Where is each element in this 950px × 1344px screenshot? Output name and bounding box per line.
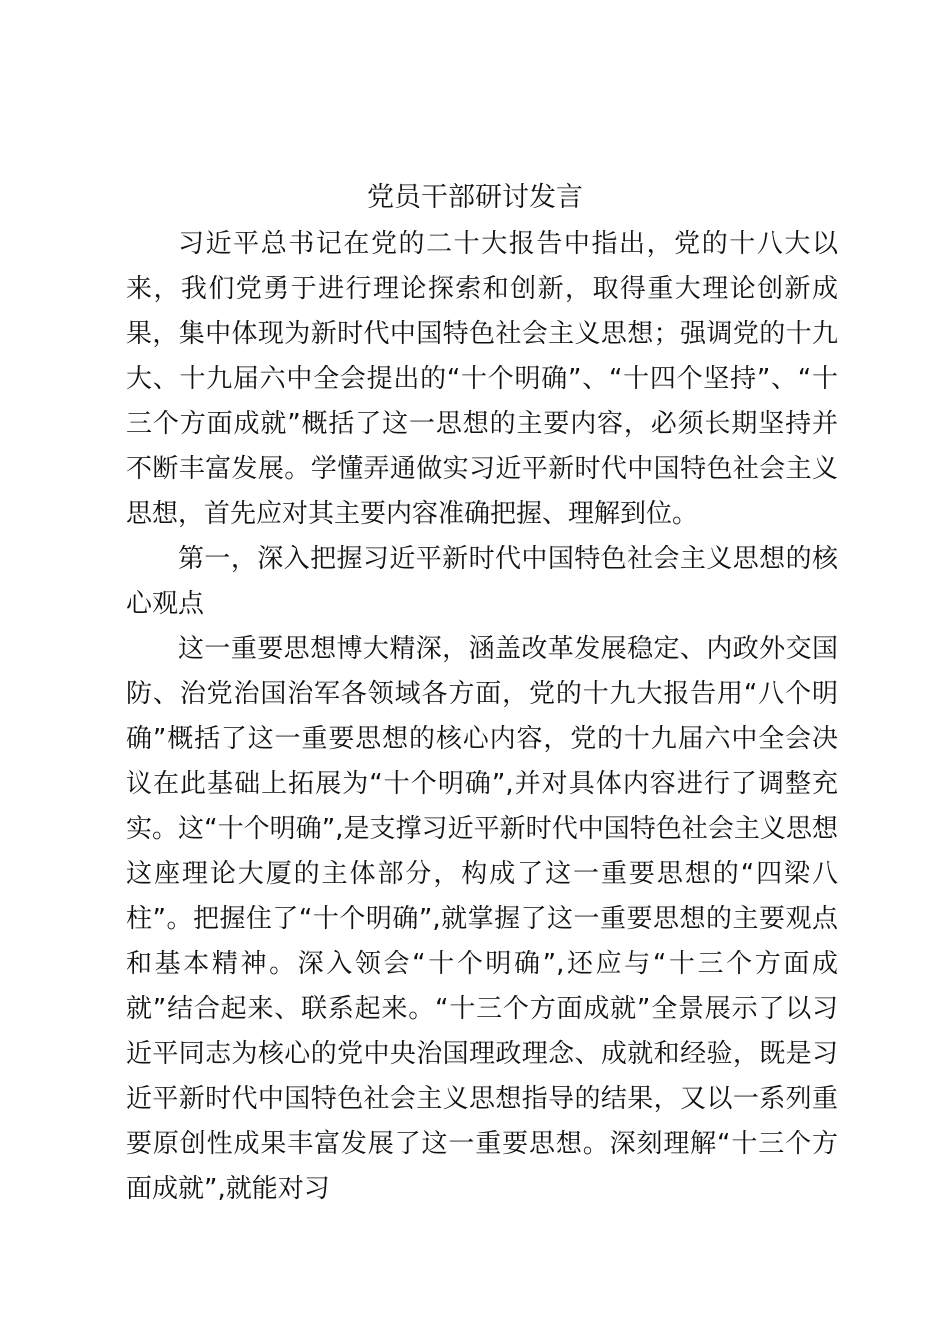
paragraph-intro: 习近平总书记在党的二十大报告中指出，党的十八大以来，我们党勇于进行理论探索和创新，取得重大理论创新成果，集中体现为新时代中国特色社会主义思想；强调党的十九大、十九届六中全会提出的“十个明确”、“十四个坚持”、“十三个方面成就”概括了这一思想的主要内容，必须长期坚持并不断丰富发展。学懂弄通做实习近平新时代中国特色社会主义思想，首先应对其主要内容准确把握、理解到位。 <box>126 229 838 529</box>
section-heading-first: 第一，深入把握习近平新时代中国特色社会主义思想的核心观点 <box>126 544 838 619</box>
paragraph-core-viewpoints: 这一重要思想博大精深，涵盖改革发展稳定、内政外交国防、治党治国治军各领域各方面，党的十九大报告用“八个明确”概括了这一重要思想的核心内容，党的十九届六中全会决议在此基础上拓展为“十个明确”,并对具体内容进行了调整充实。这“十个明确”,是支撑习近平新时代中国特色社会主义思想这座理论大厦的主体部分，构成了这一重要思想的“四梁八柱”。把握住了“十个明确”,就掌握了这一重要思想的主要观点和基本精神。深入领会“十个明确”,还应与“十三个方面成就”结合起来、联系起来。“十三个方面成就”全景展示了以习近平同志为核心的党中央治国理政理念、成就和经验，既是习近平新时代中国特色社会主义思想指导的结果，又以一系列重要原创性成果丰富发展了这一重要思想。深刻理解“十三个方面成就”,就能对习 <box>126 634 838 1204</box>
document-body <box>126 222 838 1212</box>
document-title: 党员干部研讨发言 <box>367 182 583 213</box>
